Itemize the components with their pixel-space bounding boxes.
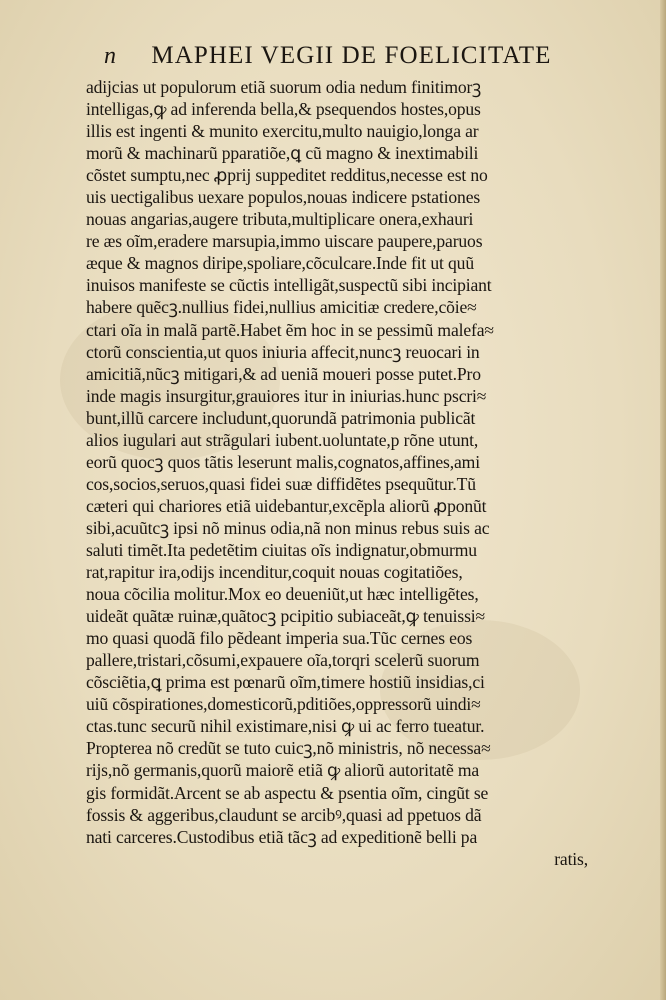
text-line: cõsciẽtia,ꝗ prima est pœnarũ oĩm,timere hostiũ insidias,ci (86, 672, 485, 693)
text-line: ctas.tunc securũ nihil existimare,nisi ꝙ ui ac ferro tueatur. (86, 716, 485, 737)
text-line: ctorũ conscientia,ut quos iniuria affecit,nuncꝫ reuocari in (86, 341, 480, 362)
text-block (86, 76, 602, 870)
text-line: uideãt quãtæ ruinæ,quãtocꝫ pcipitio subiaceãt,ꝙ tenuissi≈ (86, 606, 486, 627)
text-line: pallere,tristari,cõsumi,expauere oĩa,torqri scelerũ suorum (86, 650, 480, 671)
text-line: re æs oĩm,eradere marsupia,immo uiscare paupere,paruos (86, 231, 483, 252)
text-line: nati carceres.Custodibus etiã tãcꝫ ad expeditionẽ belli pa (86, 826, 478, 847)
text-line: Propterea nõ credũt se tuto cuicꝫ,nõ ministris, nõ necessa≈ (86, 738, 491, 759)
text-line: saluti timẽt.Ita pedetẽtim ciuitas oĩs indignatur,obmurmu (86, 539, 477, 560)
text-line: noua cõcilia molitur.Mox eo deueniũt,ut hæc intelligẽtes, (86, 584, 479, 605)
text-line: uiũ cõspirationes,domesticorũ,pditiões,oppressorũ uindi≈ (86, 694, 481, 715)
text-line: mo quasi quodã filo pẽdeant imperia sua.Tũc cernes eos (86, 628, 473, 649)
text-line: amicitiã,nũcꝫ mitigari,& ad ueniã moueri posse putet.Pro (86, 363, 481, 384)
text-line: illis est ingenti & munito exercitu,multo nauigio,longa ar (86, 121, 479, 142)
running-head: MAPHEI VEGII DE FOELICITATE (151, 42, 552, 69)
page-edge (660, 0, 666, 1000)
text-line: cos,socios,seruos,quasi fidei suæ diffidẽtes psequũtur.Tũ (86, 473, 476, 494)
text-line: inuisos manifeste se cũctis intelligãt,suspectũ sibi incipiant (86, 275, 492, 296)
text-line: fossis & aggeribus,claudunt se arcibꝰ,quasi ad ppetuos dã (86, 804, 482, 825)
text-line: gis formidãt.Arcent se ab aspectu & psentia oĩm, cingũt se (86, 782, 489, 803)
text-line: eorũ quocꝫ quos tãtis leserunt malis,cognatos,affines,ami (86, 451, 480, 472)
text-line: alios iugulari aut strãgulari iubent.uoluntate,p rõne utunt, (86, 429, 479, 450)
text-line: cæteri qui chariores etiã uidebantur,excẽpla aliorũ ꝓponũt (86, 495, 487, 516)
text-line: nouas angarias,augere tributa,multiplicare onera,exhauri (86, 209, 474, 230)
text-line: bunt,illũ carcere includunt,quorundã patrimonia publicãt (86, 407, 476, 428)
text-line: rijs,nõ germanis,quorũ maiorẽ etiã ꝙ aliorũ autoritatẽ ma (86, 760, 480, 781)
text-line: rat,rapitur ira,odijs incenditur,coquit nouas cogitatiões, (86, 562, 463, 583)
text-line: intelligas,ꝙ ad inferenda bella,& psequendos hostes,opus (86, 99, 481, 120)
text-line: habere quẽcꝫ.nullius fidei,nullius amicitiæ credere,cõie≈ (86, 297, 477, 318)
text-line: inde magis insurgitur,grauiores itur in iniurias.hunc pscri≈ (86, 385, 487, 406)
text-line: cõstet sumptu,nec ꝓprij suppeditet redditus,necesse est no (86, 165, 488, 186)
folio-number: n (104, 43, 118, 69)
text-line: ratis, (554, 848, 588, 869)
page-header (104, 42, 624, 76)
text-line: adijcias ut populorum etiã suorum odia nedum finitimorꝫ (86, 77, 482, 97)
text-line: sibi,acuũtcꝫ ipsi nõ minus odia,nã non minus rebus suis ac (86, 517, 490, 538)
text-line: æque & magnos diripe,spoliare,cõculcare.Inde fit ut quũ (86, 253, 474, 274)
text-line: ctari oĩa in malã partẽ.Habet ẽm hoc in se pessimũ malefa≈ (86, 319, 494, 340)
text-line: morũ & machinarũ pparatiõe,ꝗ cũ magno & inextimabili (86, 143, 479, 164)
text-line: uis uectigalibus uexare populos,nouas indicere pstationes (86, 187, 481, 208)
